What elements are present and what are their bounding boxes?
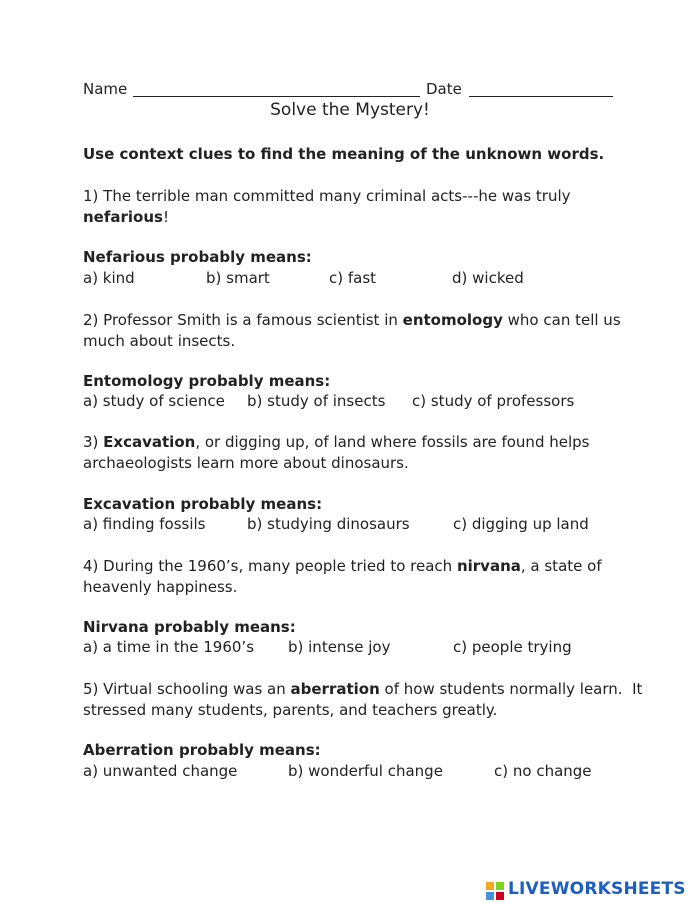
name-field-line[interactable] — [133, 96, 420, 97]
option-c[interactable]: c) study of professors — [412, 392, 575, 410]
logo-text: LIVEWORKSHEETS — [508, 879, 686, 899]
question-text: 4) During the 1960’s, many people tried to reach — [83, 557, 457, 575]
option-b[interactable]: b) intense joy — [288, 638, 391, 656]
question-1 — [83, 186, 643, 228]
option-b[interactable]: b) smart — [206, 269, 270, 287]
option-a[interactable]: a) a time in the 1960’s — [83, 638, 255, 656]
date-field-line[interactable] — [469, 96, 613, 97]
question-4-prompt: Nirvana probably means: — [83, 618, 296, 636]
option-c[interactable]: c) digging up land — [453, 515, 589, 533]
question-text: 3) — [83, 433, 104, 451]
question-text-end: who can tell us much about insects. — [83, 311, 626, 350]
option-a[interactable]: a) finding fossils — [83, 515, 206, 533]
unknown-word: Excavation — [103, 433, 196, 451]
question-3 — [83, 432, 643, 474]
question-text: 1) The terrible man committed many criminal acts---he was truly — [83, 187, 576, 205]
option-a[interactable]: a) study of science — [83, 392, 225, 410]
question-4-options — [83, 638, 643, 658]
question-text-end: ! — [162, 208, 169, 226]
option-c[interactable]: c) no change — [494, 762, 592, 780]
question-4 — [83, 556, 643, 598]
option-a[interactable]: a) kind — [83, 269, 135, 287]
question-2 — [83, 310, 643, 352]
option-d[interactable]: d) wicked — [452, 269, 524, 287]
question-3-prompt: Excavation probably means: — [83, 495, 323, 513]
option-c[interactable]: c) people trying — [453, 638, 572, 656]
worksheet-title: Solve the Mystery! — [270, 100, 430, 120]
question-2-options — [83, 392, 643, 412]
unknown-word: entomology — [402, 311, 503, 329]
name-label: Name — [83, 80, 128, 98]
question-text: 5) Virtual schooling was an — [83, 680, 291, 698]
question-5-options — [83, 762, 643, 782]
unknown-word: nirvana — [456, 557, 521, 575]
unknown-word: nefarious — [83, 208, 163, 226]
question-5 — [83, 679, 648, 721]
question-text-end: of how students normally learn. It stressed many students, parents, and teachers greatly. — [83, 680, 648, 719]
question-text: 2) Professor Smith is a famous scientist in — [83, 311, 403, 329]
instructions: Use context clues to find the meaning of the unknown words. — [83, 145, 605, 163]
option-b[interactable]: b) study of insects — [247, 392, 386, 410]
unknown-word: aberration — [290, 680, 380, 698]
option-b[interactable]: b) wonderful change — [288, 762, 443, 780]
question-2-prompt: Entomology probably means: — [83, 372, 331, 390]
question-3-options — [83, 515, 643, 535]
option-b[interactable]: b) studying dinosaurs — [247, 515, 410, 533]
question-1-prompt: Nefarious probably means: — [83, 248, 312, 266]
logo-grid-icon — [486, 882, 504, 900]
option-a[interactable]: a) unwanted change — [83, 762, 238, 780]
question-1-options — [83, 269, 643, 289]
question-5-prompt: Aberration probably means: — [83, 741, 321, 759]
option-c[interactable]: c) fast — [329, 269, 377, 287]
question-text-end: , or digging up, of land where fossils are found helps archaeologists learn more about dinosaurs. — [83, 433, 595, 472]
question-text-end: , a state of heavenly happiness. — [83, 557, 607, 596]
date-label: Date — [426, 80, 462, 98]
header-row — [83, 80, 618, 102]
